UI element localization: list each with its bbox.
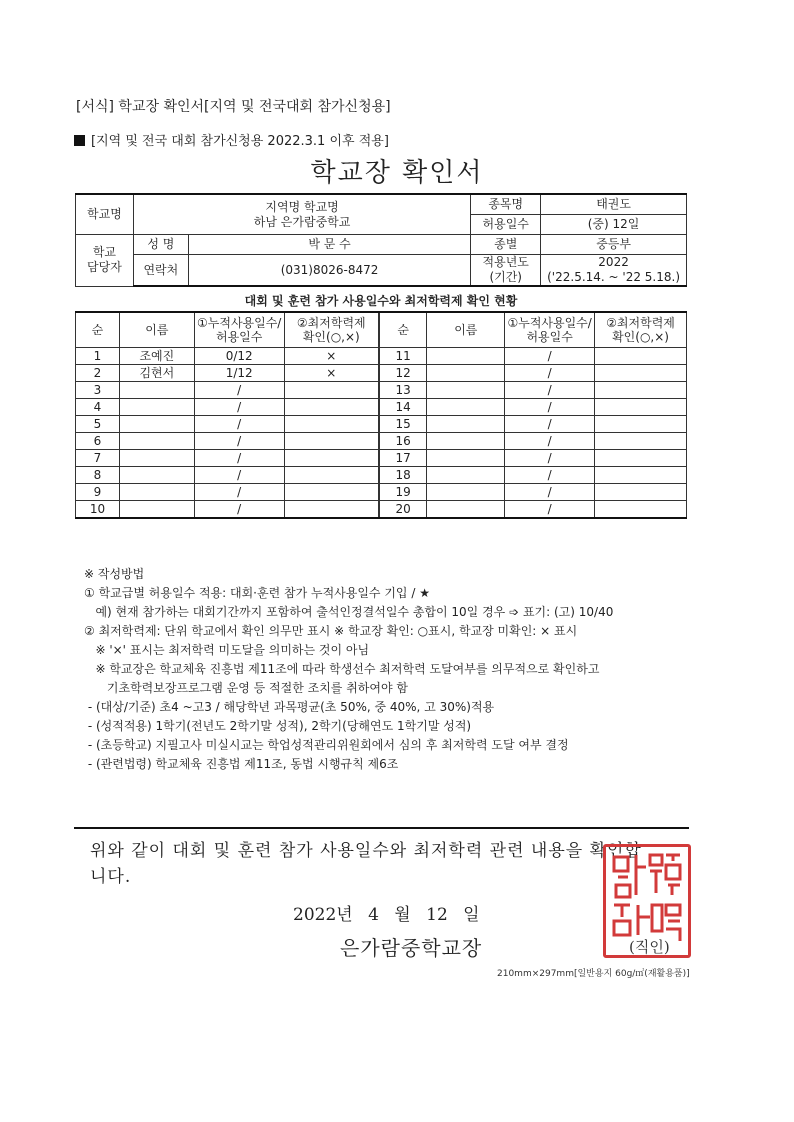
- cell-num: 2: [76, 365, 120, 382]
- confirm-statement: [90, 838, 642, 890]
- cell-right-num: 11: [379, 348, 427, 365]
- cell-right-name: [427, 467, 505, 484]
- table-row: [76, 433, 687, 450]
- cell-right-days: /: [505, 348, 595, 365]
- notes-section: [84, 565, 613, 774]
- cell-right-num: 13: [379, 382, 427, 399]
- cell-right-check: [595, 382, 687, 399]
- cell-name: 김현서: [119, 365, 194, 382]
- cell-name: [119, 484, 194, 501]
- cell-num: 5: [76, 416, 120, 433]
- cell-days: /: [194, 416, 284, 433]
- contact-value: (031)8026-8472: [188, 255, 471, 287]
- info-table: [75, 193, 687, 287]
- header-days-right-line2: 허용일수: [526, 330, 573, 344]
- cell-right-days: /: [505, 433, 595, 450]
- cell-name: [119, 450, 194, 467]
- cell-right-days: /: [505, 501, 595, 519]
- category-label: 종별: [471, 235, 541, 255]
- cell-right-num: 12: [379, 365, 427, 382]
- status-caption: 대회 및 훈련 참가 사용일수와 최저학력제 확인 현황: [244, 294, 518, 308]
- header-check: [284, 312, 379, 348]
- cell-right-check: [595, 365, 687, 382]
- cell-right-days: /: [505, 399, 595, 416]
- header-check-right-line1: ②최저학력제: [606, 316, 675, 330]
- cell-num: 8: [76, 467, 120, 484]
- officer-label-line2: 담당자: [87, 260, 122, 275]
- note-line: 예) 현재 참가하는 대회기간까지 포함하여 출석인정결석일수 총합이 10일 경우 ➩ 표기: (고) 10/40: [84, 605, 614, 619]
- cell-name: [119, 416, 194, 433]
- cell-right-check: [595, 348, 687, 365]
- event-value: 태권도: [541, 194, 687, 215]
- paper-spec: 210mm×297mm[일반용지 60g/㎡(재활용품)]: [497, 969, 690, 979]
- cell-right-check: [595, 501, 687, 519]
- confirm-line1: 위와 같이 대회 및 훈련 참가 사용일수와 최저학력 관련 내용을 확인합: [90, 841, 642, 861]
- header-days-line1: ①누적사용일수/: [197, 316, 282, 330]
- cell-days: /: [194, 484, 284, 501]
- cell-right-num: 19: [379, 484, 427, 501]
- event-label: 종목명: [471, 194, 541, 215]
- table-row: [76, 484, 687, 501]
- note-line: ※ 작성방법: [84, 567, 145, 581]
- cell-check: [284, 382, 379, 399]
- note-line: - (성적적용) 1학기(전년도 2학기말 성적), 2학기(당해연도 1학기말 성적): [84, 719, 472, 733]
- header-num-right: 순: [379, 312, 427, 348]
- cell-right-days: /: [505, 365, 595, 382]
- divider: [74, 827, 689, 829]
- cell-check: [284, 467, 379, 484]
- cell-right-name: [427, 348, 505, 365]
- cell-right-name: [427, 365, 505, 382]
- cell-check: ×: [284, 348, 379, 365]
- note-line: - (초등학교) 지필고사 미실시교는 학업성적관리위원회에서 심의 후 최저학력 도달 여부 결정: [84, 738, 569, 752]
- cell-days: /: [194, 450, 284, 467]
- header-days-right: [505, 312, 595, 348]
- header-days-right-line1: ①누적사용일수/: [507, 316, 592, 330]
- cell-right-days: /: [505, 382, 595, 399]
- name-value: 박 문 수: [188, 235, 471, 255]
- principal-name: 은가람중학교장: [340, 936, 483, 960]
- table-row: [76, 467, 687, 484]
- table-row: [76, 348, 687, 365]
- cell-check: [284, 433, 379, 450]
- cell-right-name: [427, 450, 505, 467]
- cell-num: 10: [76, 501, 120, 519]
- note-line: ② 최저학력제: 단위 학교에서 확인 의무만 표시 ※ 학교장 확인: ○표시, 학교장 미확인: × 표시: [84, 624, 578, 638]
- cell-right-num: 18: [379, 467, 427, 484]
- cell-right-num: 16: [379, 433, 427, 450]
- header-days-line2: 허용일수: [216, 330, 263, 344]
- officer-label: [76, 235, 134, 287]
- cell-right-check: [595, 416, 687, 433]
- note-line: - (대상/기준) 초4 ~고3 / 해당학년 과목평균(초 50%, 중 40%, 고 30%)적용: [84, 700, 495, 714]
- school-value: [133, 194, 470, 235]
- cell-check: ×: [284, 365, 379, 382]
- cell-num: 9: [76, 484, 120, 501]
- cell-num: 1: [76, 348, 120, 365]
- page-title: 학교장 확인서: [310, 158, 484, 188]
- year-value: [541, 255, 687, 287]
- header-days: [194, 312, 284, 348]
- cell-name: [119, 467, 194, 484]
- cell-num: 7: [76, 450, 120, 467]
- cell-right-name: [427, 501, 505, 519]
- form-title: [서식] 학교장 확인서[지역 및 전국대회 참가신청용]: [76, 99, 391, 115]
- cell-days: /: [194, 382, 284, 399]
- note-line: ※ 학교장은 학교체육 진흥법 제11조에 따라 학생선수 최저학력 도달여부를 의무적으로 확인하고: [84, 662, 600, 676]
- cell-right-days: /: [505, 467, 595, 484]
- school-value-line1: 지역명 학교명: [265, 199, 339, 214]
- year-value-line2: ('22.5.14. ~ '22 5.18.): [547, 270, 681, 284]
- cell-right-days: /: [505, 450, 595, 467]
- allowed-days-label: 허용일수: [471, 215, 541, 235]
- cell-num: 3: [76, 382, 120, 399]
- cell-name: [119, 501, 194, 519]
- seal-label: (직인): [629, 938, 670, 956]
- school-label: 학교명: [76, 194, 134, 235]
- cell-check: [284, 501, 379, 519]
- header-check-right-line2: 확인(○,×): [612, 330, 669, 344]
- cell-days: 1/12: [194, 365, 284, 382]
- cell-days: /: [194, 433, 284, 450]
- cell-right-check: [595, 450, 687, 467]
- cell-num: 6: [76, 433, 120, 450]
- cell-right-name: [427, 382, 505, 399]
- status-table: [75, 311, 687, 519]
- table-row: [76, 416, 687, 433]
- cell-check: [284, 416, 379, 433]
- note-line: - (관련법령) 학교체육 진흥법 제11조, 동법 시행규칙 제6조: [84, 757, 399, 771]
- cell-right-name: [427, 399, 505, 416]
- header-check-line2: 확인(○,×): [302, 330, 360, 344]
- cell-name: 조예진: [119, 348, 194, 365]
- school-value-line2: 하남 은가람중학교: [253, 214, 351, 229]
- cell-days: /: [194, 467, 284, 484]
- note-line: ※ '×' 표시는 최저학력 미도달을 의미하는 것이 아님: [84, 643, 370, 657]
- cell-right-name: [427, 433, 505, 450]
- cell-days: /: [194, 399, 284, 416]
- year-value-line1: 2022: [598, 255, 629, 269]
- year-label: [471, 255, 541, 287]
- note-line: 기초학력보장프로그램 운영 등 적절한 조치를 취하여야 함: [84, 681, 408, 695]
- cell-right-num: 15: [379, 416, 427, 433]
- table-row: [76, 399, 687, 416]
- cell-right-num: 17: [379, 450, 427, 467]
- name-label: 성 명: [133, 235, 188, 255]
- cell-right-check: [595, 484, 687, 501]
- cell-num: 4: [76, 399, 120, 416]
- officer-label-line1: 학교: [92, 245, 117, 260]
- year-label-line1: 적용년도: [482, 255, 529, 269]
- table-row: [76, 365, 687, 382]
- cell-check: [284, 484, 379, 501]
- table-row: [76, 501, 687, 519]
- category-value: 중등부: [541, 235, 687, 255]
- cell-check: [284, 450, 379, 467]
- table-row: [76, 382, 687, 399]
- note-line: ① 학교급별 허용일수 적용: 대회·훈련 참가 누적사용일수 기입 / ★: [84, 586, 430, 600]
- header-name: 이름: [119, 312, 194, 348]
- cell-check: [284, 399, 379, 416]
- cell-right-check: [595, 399, 687, 416]
- cell-right-days: /: [505, 416, 595, 433]
- confirm-date: 2022년 4 월 12 일: [293, 905, 480, 925]
- header-name-right: 이름: [427, 312, 505, 348]
- square-bullet-icon: [74, 135, 85, 146]
- cell-days: /: [194, 501, 284, 519]
- cell-name: [119, 433, 194, 450]
- allowed-days-value: (중) 12일: [541, 215, 687, 235]
- cell-right-check: [595, 467, 687, 484]
- header-check-line1: ②최저학력제: [296, 316, 366, 330]
- cell-right-name: [427, 484, 505, 501]
- cell-right-num: 14: [379, 399, 427, 416]
- cell-right-num: 20: [379, 501, 427, 519]
- year-label-line2: (기간): [489, 270, 522, 284]
- cell-days: 0/12: [194, 348, 284, 365]
- header-check-right: [595, 312, 687, 348]
- table-row: [76, 450, 687, 467]
- cell-name: [119, 382, 194, 399]
- cell-right-days: /: [505, 484, 595, 501]
- header-num: 순: [76, 312, 120, 348]
- cell-right-name: [427, 416, 505, 433]
- contact-label: 연락처: [133, 255, 188, 287]
- subhead: [74, 130, 389, 149]
- cell-right-check: [595, 433, 687, 450]
- cell-name: [119, 399, 194, 416]
- subhead-text: [지역 및 전국 대회 참가신청용 2022.3.1 이후 적용]: [91, 134, 389, 149]
- confirm-line2: 니다.: [90, 867, 132, 887]
